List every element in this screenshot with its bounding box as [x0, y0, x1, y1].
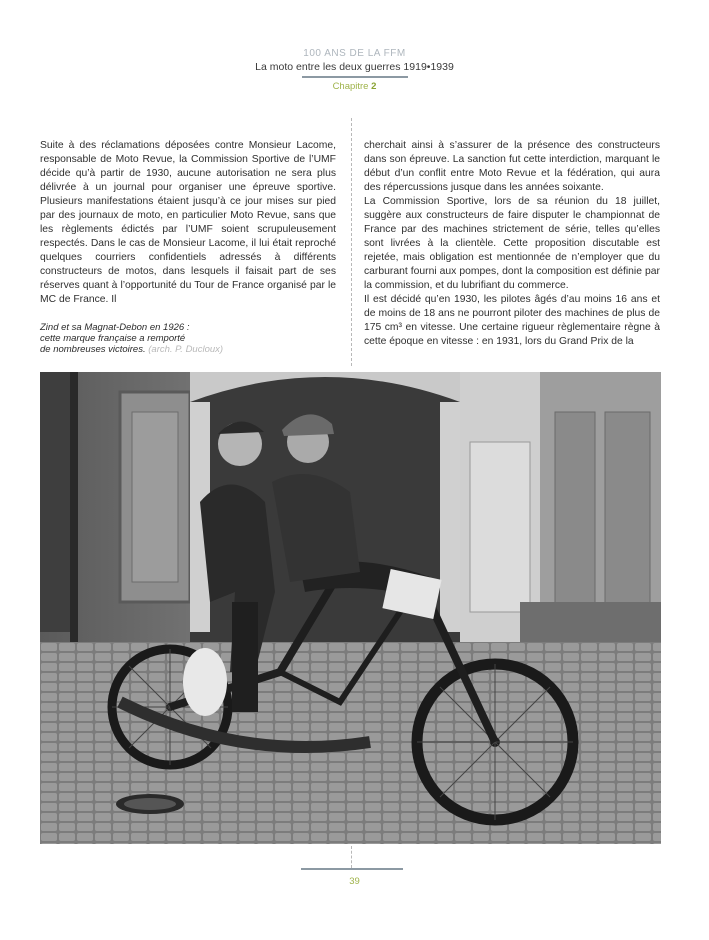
chapter-number: 2 [371, 81, 377, 92]
chapter-label [0, 81, 709, 92]
column-divider-top [351, 118, 352, 366]
body-column-right [364, 139, 660, 349]
chapter-word: Chapitre [332, 81, 369, 92]
page-number: 39 [349, 876, 360, 887]
caption-line-1: Zind et sa Magnat-Debon en 1926 : [40, 322, 190, 333]
right-paragraph-2: La Commission Sportive, lors de sa réunion du 18 juillet, suggère aux constructeurs de faire disputer le championnat de France par des machines strictement de série, telles qu’elles sont livrées à la clientèle. Cette proposition discutable est rejetée, mais obligation est mentionnée de n’employer que du carburant fourni aux pompes, dont la composition est définie par la commission, et du lubrifiant du commerce. [364, 196, 660, 291]
series-title: 100 ANS DE LA FFM [303, 48, 406, 59]
body-column-left [40, 139, 336, 307]
photo-caption [40, 322, 270, 355]
caption-line-3: de nombreuses victoires. [40, 344, 146, 355]
footer-rule [301, 868, 403, 870]
right-paragraph-3: Il est décidé qu’en 1930, les pilotes âgés d’au moins 16 ans et de moins de 18 ans ne pourront piloter des machines de plus de 175 cm³ en vitesse. Une certaine rigueur règlementaire règne à cette époque en vitesse : en 1931, lors du Grand Prix de la [364, 294, 660, 347]
photo-credit: (arch. P. Ducloux) [148, 344, 224, 355]
section-subtitle: La moto entre les deux guerres 1919•1939 [255, 61, 454, 73]
motorcycle-photo [40, 372, 661, 844]
photo-motorcycle-riders-icon [40, 372, 661, 844]
caption-line-3-wrap [40, 344, 270, 355]
running-header [0, 48, 709, 92]
caption-line-2: cette marque française a remporté [40, 333, 186, 344]
left-paragraph: Suite à des réclamations déposées contre Monsieur Lacome, responsable de Moto Revue, la Commission Sportive de l’UMF décide qu’à partir de 1930, aucune autorisation ne sera plus délivrée à un journal pour organiser une épreuve sportive. Plusieurs manifestations étaient jusqu’à ce jour mises sur pied par des journaux de moto, en particulier Moto Revue, sans que les règlements édictés par l’UMF soient scrupuleusement respectés. Dans le cas de Monsieur Lacome, il lui était reproché quelques courriers confidentiels adressés à différents constructeurs de motos, dans lesquels il faisait part de ses réserves quant à l’opportunité du Tour de France organisé par le MC de France. Il [40, 140, 336, 305]
right-paragraph-1: cherchait ainsi à s’assurer de la présence des constructeurs dans son épreuve. La sanction fut cette interdiction, marquant le début d’un conflit entre Moto Revue et la fédération, qui aura des répercussions jusque dans les années soixante. [364, 140, 660, 193]
column-divider-bottom [351, 846, 352, 868]
header-rule [302, 76, 408, 78]
